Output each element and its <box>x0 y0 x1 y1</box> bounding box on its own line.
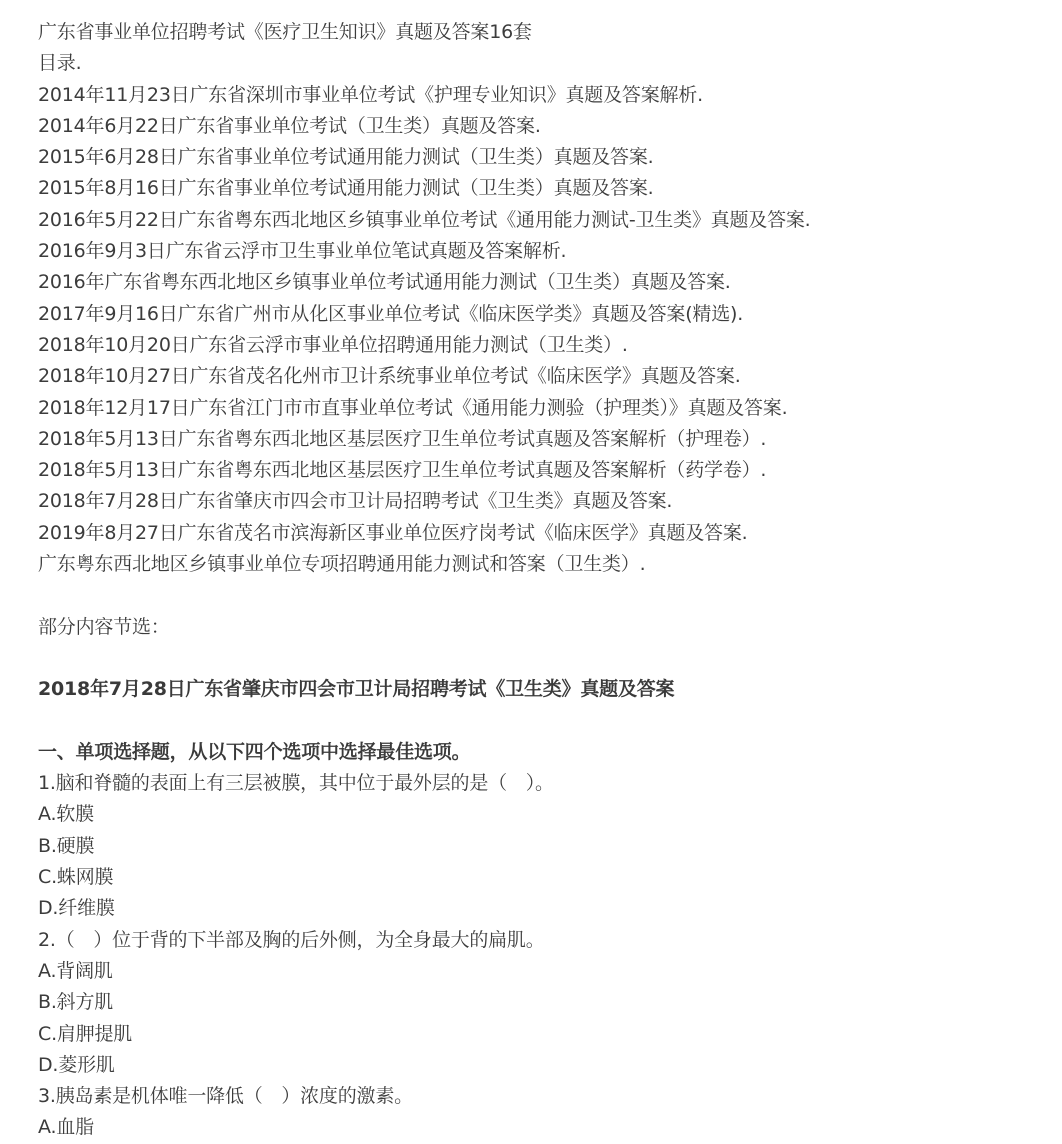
toc-list <box>38 80 1048 581</box>
toc-item: 2019年8月27日广东省茂名市滨海新区事业单位医疗岗考试《临床医学》真题及答案. <box>38 521 748 544</box>
toc-label: 目录. <box>38 52 82 75</box>
question-option: A.血脂 <box>38 1116 94 1139</box>
toc-item: 2016年9月3日广东省云浮市卫生事业单位笔试真题及答案解析. <box>38 240 567 263</box>
question-stem: 1.脑和脊髓的表面上有三层被膜，其中位于最外层的是（ ）。 <box>38 772 554 795</box>
question-stem: 3.胰岛素是机体唯一降低（ ）浓度的激素。 <box>38 1085 413 1108</box>
question-option: A.软膜 <box>38 803 94 826</box>
question-option: D.纤维膜 <box>38 897 115 920</box>
toc-item: 2014年6月22日广东省事业单位考试（卫生类）真题及答案. <box>38 114 541 137</box>
toc-item: 2016年5月22日广东省粤东西北地区乡镇事业单位考试《通用能力测试-卫生类》真题及答案. <box>38 208 811 231</box>
question-option: B.硬膜 <box>38 834 95 857</box>
toc-item: 2018年12月17日广东省江门市市直事业单位考试《通用能力测验（护理类）》真题及答案. <box>38 396 788 419</box>
toc-item: 2018年10月20日广东省云浮市事业单位招聘通用能力测试（卫生类）. <box>38 333 628 356</box>
toc-item: 2018年7月28日广东省肇庆市四会市卫计局招聘考试《卫生类》真题及答案. <box>38 490 673 513</box>
question-option: B.斜方肌 <box>38 991 114 1014</box>
part-heading: 一、单项选择题，从以下四个选项中选择最佳选项。 <box>38 740 471 763</box>
question-2 <box>38 925 1048 1081</box>
spacer <box>38 643 1048 674</box>
toc-item: 2016年广东省粤东西北地区乡镇事业单位考试通用能力测试（卫生类）真题及答案. <box>38 271 731 294</box>
question-stem: 2.（ ）位于背的下半部及胸的后外侧，为全身最大的扁肌。 <box>38 928 545 951</box>
toc-item: 2015年6月28日广东省事业单位考试通用能力测试（卫生类）真题及答案. <box>38 146 654 169</box>
question-option: A.背阔肌 <box>38 959 113 982</box>
document-title: 广东省事业单位招聘考试《医疗卫生知识》真题及答案16套 <box>38 21 532 43</box>
question-1 <box>38 768 1048 924</box>
question-option: C.蛛网膜 <box>38 866 114 889</box>
toc-item: 2015年8月16日广东省事业单位考试通用能力测试（卫生类）真题及答案. <box>38 177 654 200</box>
toc-item: 2018年5月13日广东省粤东西北地区基层医疗卫生单位考试真题及答案解析（护理卷）. <box>38 427 767 450</box>
toc-item: 2014年11月23日广东省深圳市事业单位考试《护理专业知识》真题及答案解析. <box>38 83 703 106</box>
question-option: D.菱形肌 <box>38 1053 115 1076</box>
question-option: C.肩胛提肌 <box>38 1022 133 1045</box>
toc-item: 广东粤东西北地区乡镇事业单位专项招聘通用能力测试和答案（卫生类）. <box>38 553 646 576</box>
question-3 <box>38 1081 1048 1144</box>
spacer <box>38 706 1048 737</box>
document-body <box>38 17 1048 1144</box>
section-title: 2018年7月28日广东省肇庆市四会市卫计局招聘考试《卫生类》真题及答案 <box>38 678 675 701</box>
toc-item: 2017年9月16日广东省广州市从化区事业单位考试《临床医学类》真题及答案(精选). <box>38 302 744 325</box>
toc-item: 2018年10月27日广东省茂名化州市卫计系统事业单位考试《临床医学》真题及答案. <box>38 365 741 388</box>
toc-item: 2018年5月13日广东省粤东西北地区基层医疗卫生单位考试真题及答案解析（药学卷）. <box>38 459 767 482</box>
spacer <box>38 580 1048 611</box>
excerpt-label: 部分内容节选： <box>38 615 170 638</box>
